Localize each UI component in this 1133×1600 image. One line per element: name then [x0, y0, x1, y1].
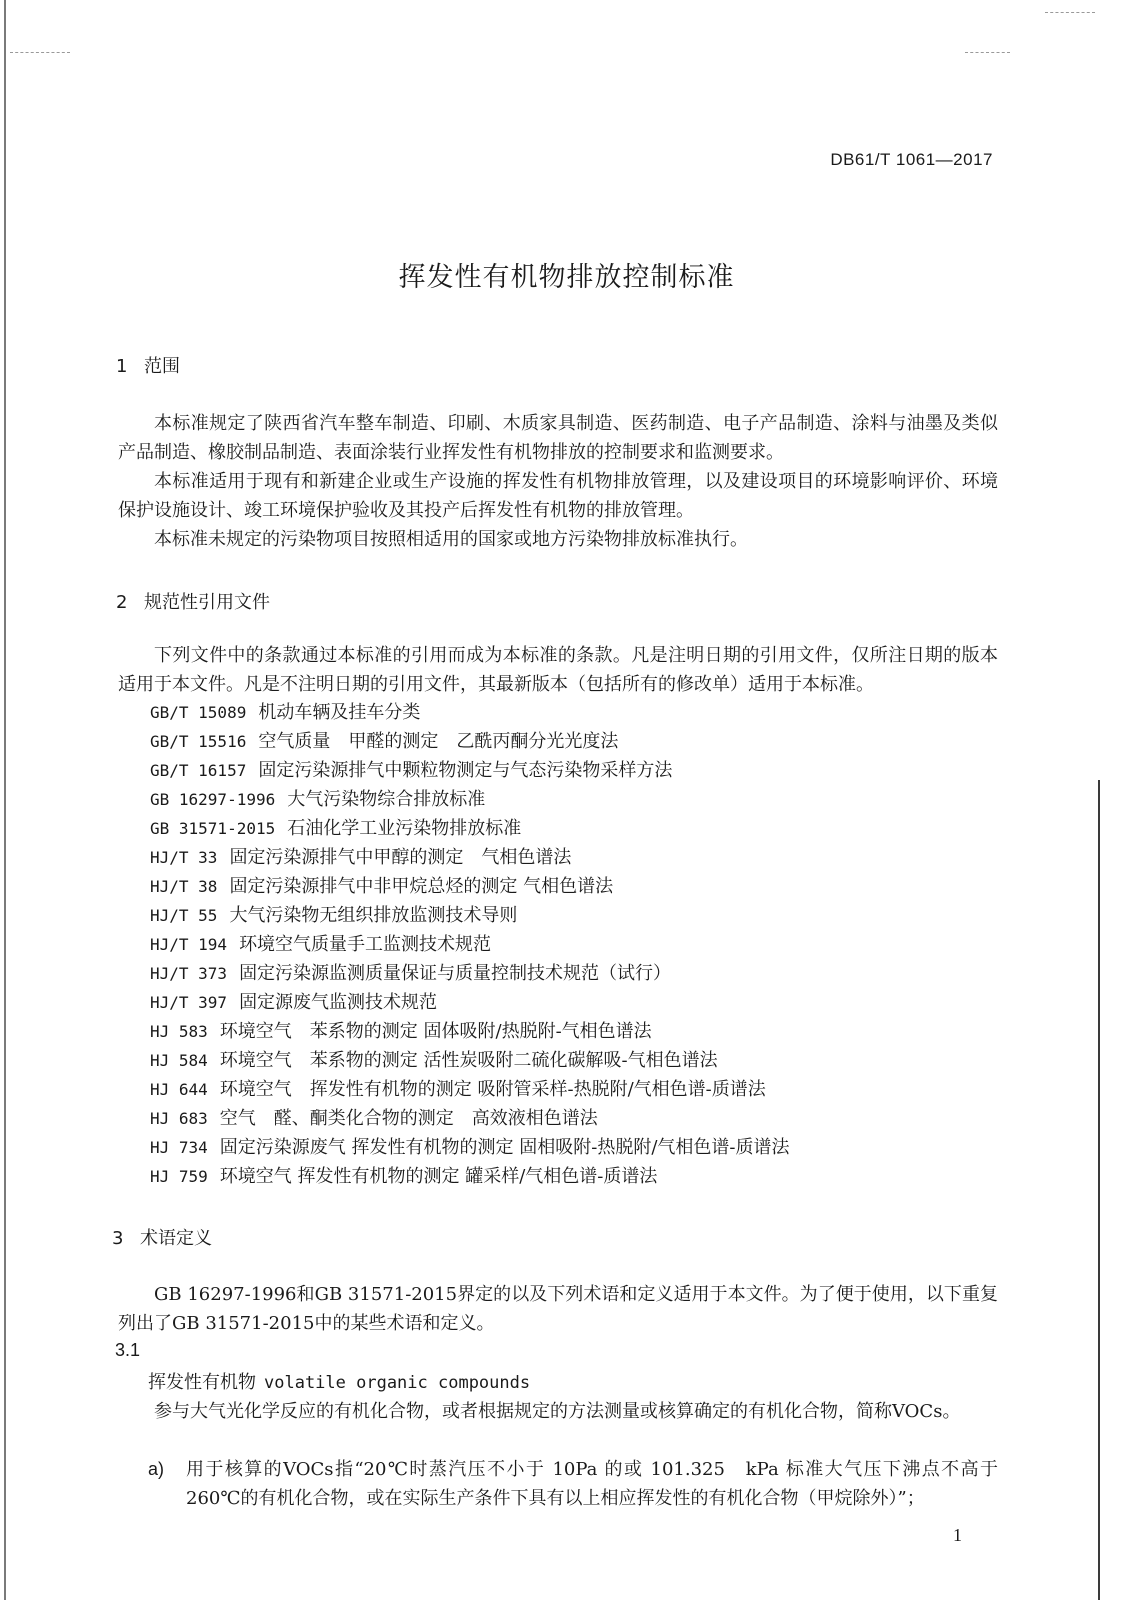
reference-item [150, 1017, 789, 1046]
reference-title: 固定污染源排气中颗粒物测定与气态污染物采样方法 [258, 760, 673, 781]
reference-item [150, 698, 789, 727]
reference-code: HJ 583 [150, 1022, 208, 1041]
reference-item [150, 785, 789, 814]
reference-code: HJ/T 33 [150, 848, 218, 867]
reference-code: HJ/T 373 [150, 964, 228, 983]
reference-code: HJ/T 194 [150, 935, 228, 954]
reference-code: HJ 584 [150, 1051, 208, 1070]
reference-item [150, 1104, 789, 1133]
paragraph: 下列文件中的条款通过本标准的引用而成为本标准的条款。凡是注明日期的引用文件，仅所注日期的版本适用于本文件。凡是不注明日期的引用文件，其最新版本（包括所有的修改单）适用于本标准。 [118, 645, 998, 695]
section-heading-3 [112, 1224, 212, 1250]
list-item [148, 1455, 998, 1513]
section-number: 3 [112, 1228, 124, 1249]
reference-title: 环境空气 挥发性有机物的测定 吸附管采样-热脱附/气相色谱-质谱法 [219, 1079, 766, 1100]
reference-title: 固定污染源废气 挥发性有机物的测定 固相吸附-热脱附/气相色谱-质谱法 [219, 1137, 790, 1158]
list-marker: a) [148, 1459, 165, 1479]
reference-title: 固定污染源排气中甲醇的测定 气相色谱法 [229, 847, 572, 868]
reference-item [150, 901, 789, 930]
reference-item [150, 1133, 789, 1162]
reference-item [150, 727, 789, 756]
reference-code: HJ 734 [150, 1138, 208, 1157]
reference-code: HJ 759 [150, 1167, 208, 1186]
reference-title: 固定污染源监测质量保证与质量控制技术规范（试行） [239, 963, 672, 984]
reference-code: GB/T 16157 [150, 761, 247, 780]
reference-title: 空气质量 甲醛的测定 乙酰丙酮分光光度法 [258, 731, 619, 752]
reference-code: HJ/T 55 [150, 906, 218, 925]
reference-title: 环境空气 苯系物的测定 活性炭吸附二硫化碳解吸-气相色谱法 [219, 1050, 718, 1071]
paragraph: 本标准适用于现有和新建企业或生产设施的挥发性有机物排放管理，以及建设项目的环境影响评价、环境保护设施设计、竣工环境保护验收及其投产后挥发性有机物的排放管理。 [118, 471, 998, 521]
scan-noise-marks [10, 52, 1120, 64]
reference-title: 环境空气 挥发性有机物的测定 罐采样/气相色谱-质谱法 [219, 1166, 658, 1187]
document-title: 挥发性有机物排放控制标准 [398, 262, 735, 293]
section-title: 术语定义 [140, 1228, 212, 1249]
reference-item [150, 843, 789, 872]
section-number: 2 [116, 592, 128, 613]
reference-title: 机动车辆及挂车分类 [258, 702, 421, 723]
reference-title: 固定污染源排气中非甲烷总烃的测定 气相色谱法 [229, 876, 614, 897]
paragraph: GB 16297-1996和GB 31571-2015界定的以及下列术语和定义适用于本文件。为了便于使用，以下重复列出了GB 31571-2015中的某些术语和定义。 [118, 1284, 998, 1334]
section-title: 范围 [144, 356, 180, 377]
section-number: 1 [116, 356, 128, 377]
reference-item [150, 756, 789, 785]
term-chinese: 挥发性有机物 [148, 1372, 256, 1393]
reference-title: 环境空气质量手工监测技术规范 [239, 934, 492, 955]
reference-title: 大气污染物无组织排放监测技术导则 [229, 905, 518, 926]
reference-title: 石油化学工业污染物排放标准 [287, 818, 522, 839]
section-title: 规范性引用文件 [144, 592, 270, 613]
reference-code: HJ/T 38 [150, 877, 218, 896]
term-english: volatile organic compounds [264, 1373, 531, 1393]
term-definition: 参与大气光化学反应的有机化合物，或者根据规定的方法测量或核算确定的有机化合物，简称VOCs。 [154, 1401, 961, 1422]
reference-list [150, 698, 789, 1191]
subsection-number: 3.1 [115, 1340, 141, 1360]
reference-code: HJ/T 397 [150, 993, 228, 1012]
reference-title: 大气污染物综合排放标准 [287, 789, 486, 810]
reference-item [150, 930, 789, 959]
reference-item [150, 872, 789, 901]
reference-title: 固定源废气监测技术规范 [239, 992, 438, 1013]
reference-code: HJ 683 [150, 1109, 208, 1128]
section-heading-1 [116, 352, 180, 378]
reference-code: GB/T 15516 [150, 732, 247, 751]
scan-left-edge [4, 0, 6, 1600]
reference-title: 环境空气 苯系物的测定 固体吸附/热脱附-气相色谱法 [219, 1021, 652, 1042]
reference-code: GB 16297-1996 [150, 790, 276, 809]
paragraph: 本标准未规定的污染物项目按照相适用的国家或地方污染物排放标准执行。 [154, 529, 748, 550]
paragraph: 本标准规定了陕西省汽车整车制造、印刷、木质家具制造、医药制造、电子产品制造、涂料与油墨及类似产品制造、橡胶制品制造、表面涂装行业挥发性有机物排放的控制要求和监测要求。 [118, 413, 998, 463]
reference-code: HJ 644 [150, 1080, 208, 1099]
reference-item [150, 988, 789, 1017]
page-number: 1 [953, 1525, 962, 1545]
reference-item [150, 814, 789, 843]
term-entry [148, 1368, 530, 1398]
document-number: DB61/T 1061—2017 [830, 150, 993, 169]
reference-item [150, 1046, 789, 1075]
scan-right-edge [1098, 780, 1100, 1600]
reference-code: GB/T 15089 [150, 703, 247, 722]
reference-title: 空气 醛、酮类化合物的测定 高效液相色谱法 [219, 1108, 598, 1129]
reference-item [150, 1075, 789, 1104]
section-heading-2 [116, 588, 270, 614]
reference-code: GB 31571-2015 [150, 819, 276, 838]
reference-item [150, 1162, 789, 1191]
list-item-text: 用于核算的VOCs指“20℃时蒸汽压不小于 10Pa 的或 101.325 kPa 标准大气压下沸点不高于260℃的有机化合物，或在实际生产条件下具有以上相应挥发性的有机化合物（甲烷除外）”； [186, 1459, 998, 1509]
reference-item [150, 959, 789, 988]
